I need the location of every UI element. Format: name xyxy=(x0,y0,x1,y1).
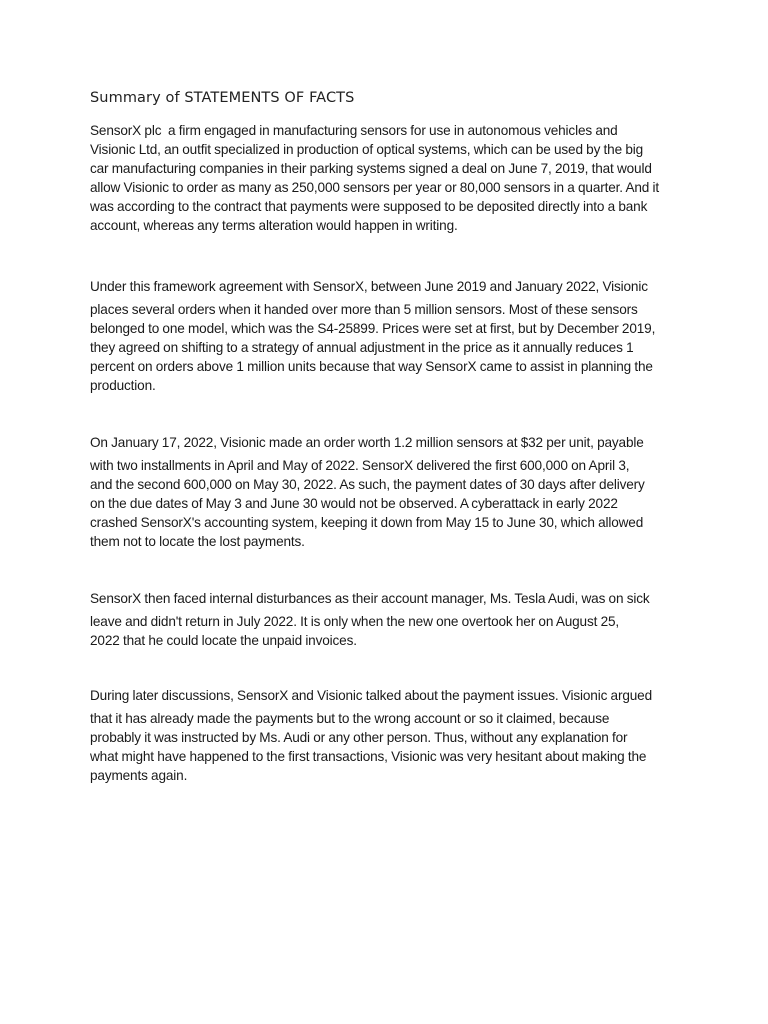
paragraph-line: was according to the contract that payments were supposed to be deposited directly into a bank xyxy=(90,199,648,214)
paragraph-line: that it has already made the payments but to the wrong account or so it claimed, because xyxy=(90,711,610,726)
paragraph-line: SensorX then faced internal disturbances as their account manager, Ms. Tesla Audi, was on sick xyxy=(90,591,650,606)
document-title: Summary of STATEMENTS OF FACTS xyxy=(90,90,355,106)
paragraph-line: payments again. xyxy=(90,768,188,783)
paragraph-line: allow Visionic to order as many as 250,000 sensors per year or 80,000 sensors in a quarter. And it xyxy=(90,180,660,195)
paragraph-line: During later discussions, SensorX and Visionic talked about the payment issues. Visionic argued xyxy=(90,688,652,703)
paragraph-line: with two installments in April and May of 2022. SensorX delivered the first 600,000 on April 3, xyxy=(90,458,630,473)
paragraph-line: On January 17, 2022, Visionic made an order worth 1.2 million sensors at $32 per unit, payable xyxy=(90,435,644,450)
paragraph-line: them not to locate the lost payments. xyxy=(90,534,305,549)
paragraph-line: leave and didn't return in July 2022. It is only when the new one overtook her on August 25, xyxy=(90,614,620,629)
paragraph-line: what might have happened to the first transactions, Visionic was very hesitant about making the xyxy=(90,749,647,764)
paragraph-line: Under this framework agreement with SensorX, between June 2019 and January 2022, Visionic xyxy=(90,279,648,294)
paragraph-line: crashed SensorX's accounting system, keeping it down from May 15 to June 30, which allowed xyxy=(90,515,644,530)
paragraph-line: places several orders when it handed over more than 5 million sensors. Most of these sensors xyxy=(90,302,638,317)
paragraph-later-discussions xyxy=(90,686,680,785)
paragraph-line: and the second 600,000 on May 30, 2022. As such, the payment dates of 30 days after delivery xyxy=(90,477,645,492)
paragraph-line: car manufacturing companies in their parking systems signed a deal on June 7, 2019, that would xyxy=(90,161,652,176)
paragraph-line: on the due dates of May 3 and June 30 would not be observed. A cyberattack in early 2022 xyxy=(90,496,618,511)
paragraph-line: SensorX plc a firm engaged in manufacturing sensors for use in autonomous vehicles and xyxy=(90,123,618,138)
paragraph-line: belonged to one model, which was the S4-25899. Prices were set at first, but by December 2019, xyxy=(90,321,656,336)
paragraph-line: account, whereas any terms alteration would happen in writing. xyxy=(90,218,458,233)
paragraph-line: 2022 that he could locate the unpaid invoices. xyxy=(90,633,357,648)
paragraph-line: Visionic Ltd, an outfit specialized in production of optical systems, which can be used by the big xyxy=(90,142,644,157)
paragraph-internal-disturbances xyxy=(90,589,680,650)
paragraph-january-order xyxy=(90,433,680,551)
paragraph-line: percent on orders above 1 million units because that way SensorX came to assist in planning the xyxy=(90,359,653,374)
paragraph-line: production. xyxy=(90,378,156,393)
paragraph-line: probably it was instructed by Ms. Audi or any other person. Thus, without any explanation for xyxy=(90,730,628,745)
paragraph-agreement xyxy=(90,121,680,235)
paragraph-framework-orders xyxy=(90,277,680,395)
paragraph-line: they agreed on shifting to a strategy of annual adjustment in the price as it annually reduces 1 xyxy=(90,340,634,355)
